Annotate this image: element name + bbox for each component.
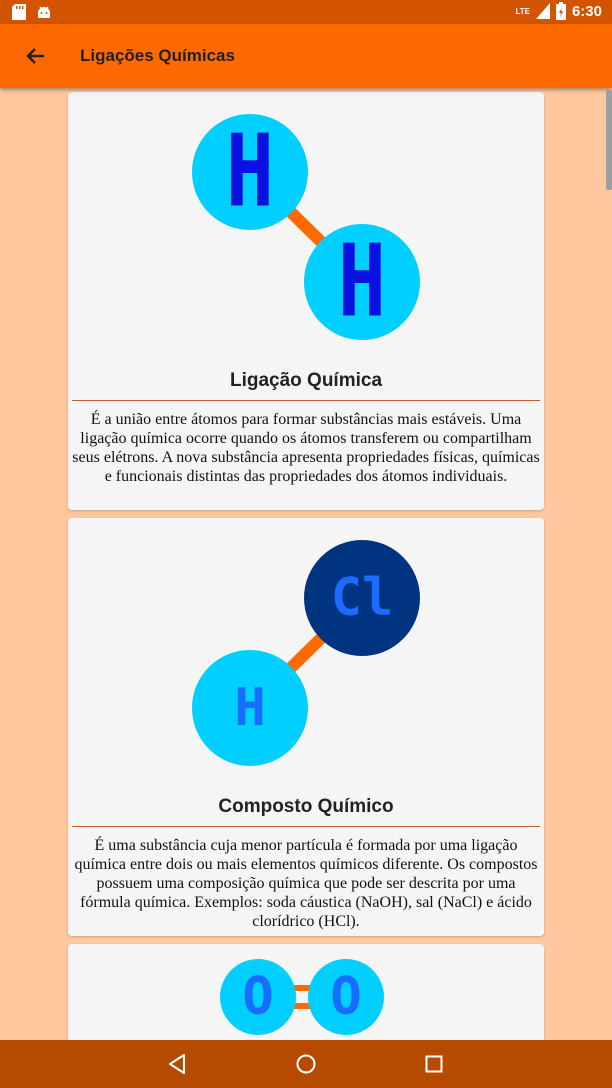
card-o2[interactable] bbox=[68, 944, 544, 1040]
battery-icon bbox=[556, 2, 566, 20]
atom-label: Cl bbox=[330, 568, 394, 628]
card-ligacao-quimica[interactable] bbox=[68, 92, 544, 510]
page-title: Ligações Químicas bbox=[80, 46, 235, 65]
card-composto-quimico[interactable] bbox=[68, 518, 544, 936]
card-body: É a união entre átomos para formar substâncias mais estáveis. Uma ligação química ocorre quando os átomos transferem ou compartilham seus elétrons. A nova substância apresenta propriedades físicas, químicas e funcionais distintas das propriedades dos átomos individuais. bbox=[72, 411, 540, 485]
app-bar bbox=[0, 24, 612, 88]
divider bbox=[72, 826, 540, 827]
nav-recents-icon[interactable] bbox=[422, 1052, 446, 1076]
signal-icon bbox=[536, 3, 550, 19]
android-icon bbox=[36, 4, 52, 20]
card-body: É uma substância cuja menor partícula é formada por uma ligação química entre dois ou mais elementos químicos diferente. Os compostos possuem uma composição química que pode ser descrita por uma fórmula química. Exemplos: soda cáustica (NaOH), sal (NaCl) e ácido clorídrico (HCl). bbox=[74, 837, 538, 930]
hcl-molecule-image bbox=[68, 518, 544, 788]
back-arrow-icon[interactable] bbox=[22, 42, 50, 70]
sd-card-icon bbox=[12, 4, 26, 20]
status-bar bbox=[0, 0, 612, 24]
atom-label: H bbox=[225, 114, 275, 230]
nav-home-icon[interactable] bbox=[294, 1052, 318, 1076]
scrollbar[interactable] bbox=[606, 90, 612, 190]
o2-molecule-image bbox=[68, 944, 544, 1040]
atom-label: H bbox=[234, 678, 266, 738]
h2-molecule-image bbox=[68, 92, 544, 362]
divider bbox=[72, 400, 540, 401]
atom-label: H bbox=[337, 224, 387, 340]
nav-back-icon[interactable] bbox=[166, 1052, 190, 1076]
atom-label: O bbox=[242, 967, 274, 1027]
content-list[interactable] bbox=[0, 88, 612, 1040]
atom-label: O bbox=[330, 967, 362, 1027]
card-heading: Composto Químico bbox=[218, 796, 394, 817]
card-heading: Ligação Química bbox=[229, 370, 383, 391]
network-label: LTE bbox=[515, 6, 530, 16]
navigation-bar bbox=[0, 1040, 612, 1088]
clock: 6:30 bbox=[571, 2, 602, 20]
